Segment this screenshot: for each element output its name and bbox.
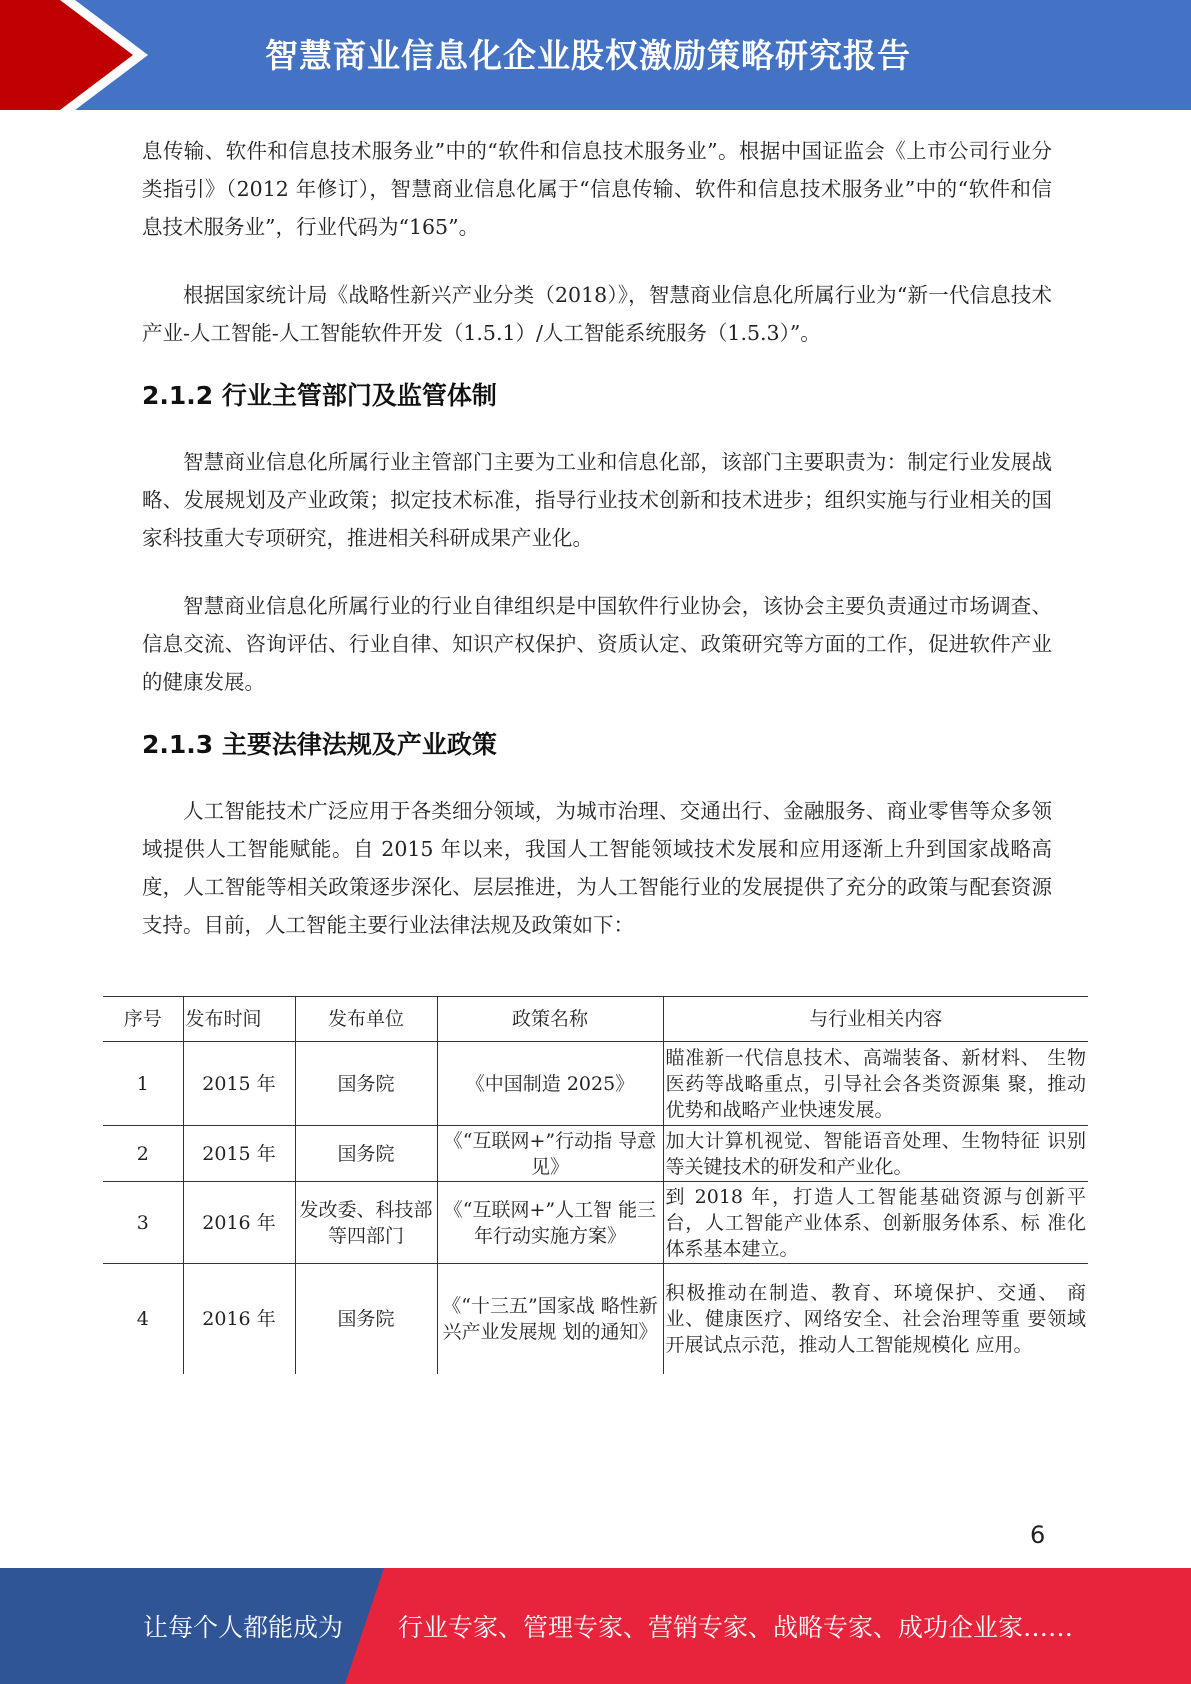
report-title: 智慧商业信息化企业股权激励策略研究报告	[265, 36, 911, 75]
cell-no: 3	[103, 1182, 183, 1264]
column-header-no: 序号	[103, 997, 183, 1042]
cell-content: 瞄准新一代信息技术、高端装备、新材料、 生物医药等战略重点，引导社会各类资源集 聚，推动优势和战略产业快速发展。	[663, 1042, 1088, 1126]
cell-content: 到 2018 年，打造人工智能基础资源与创新平 台，人工智能产业体系、创新服务体系、标 准化体系基本建立。	[663, 1182, 1088, 1264]
cell-content: 加大计算机视觉、智能语音处理、生物特征 识别等关键技术的研发和产业化。	[663, 1126, 1088, 1182]
footer-slogan-right: 行业专家、管理专家、营销专家、战略专家、成功企业家……	[398, 1613, 1074, 1642]
page-footer	[0, 1568, 1191, 1684]
cell-date: 2016 年	[183, 1264, 295, 1374]
table-row	[103, 1126, 1088, 1182]
cell-issuer: 国务院	[295, 1126, 437, 1182]
paragraph-strategic-industry: 根据国家统计局《战略性新兴产业分类（2018）》，智慧商业信息化所属行业为“新一代信息技术产业-人工智能-人工智能软件开发（1.5.1）/人工智能系统服务（1.5.3）”。	[142, 283, 1052, 345]
section-heading-regulation: 2.1.2 行业主管部门及监管体制	[142, 381, 497, 410]
paragraph-regulator: 智慧商业信息化所属行业主管部门主要为工业和信息化部，该部门主要职责为：制定行业发展战略、发展规划及产业政策；拟定技术标准，指导行业技术创新和技术进步；组织实施与行业相关的国家科技重大专项研究，推进相关科研成果产业化。	[142, 450, 1052, 550]
page-header	[0, 0, 1191, 110]
cell-issuer: 发改委、科技部等四部门	[295, 1182, 437, 1264]
table-header-row	[103, 997, 1088, 1042]
table-row	[103, 1182, 1088, 1264]
cell-issuer: 国务院	[295, 1042, 437, 1126]
cell-policy: 《中国制造 2025》	[437, 1042, 663, 1126]
cell-content: 积极推动在制造、教育、环境保护、交通、 商业、健康医疗、网络安全、社会治理等重 要领域开展试点示范，推动人工智能规模化 应用。	[665, 1281, 1086, 1356]
cell-date: 2015 年	[183, 1126, 295, 1182]
cell-no: 1	[103, 1042, 183, 1126]
policy-table	[103, 996, 1088, 1374]
cell-policy: 《“互联网+”人工智 能三年行动实施方案》	[437, 1182, 663, 1264]
column-header-content: 与行业相关内容	[663, 997, 1088, 1042]
document-body	[142, 132, 1052, 944]
paragraph-industry-classification: 息传输、软件和信息技术服务业”中的“软件和信息技术服务业”。根据中国证监会《上市公司行业分类指引》（2012 年修订），智慧商业信息化属于“信息传输、软件和信息技术服务业”中的“软件和信息技术服务业”，行业代码为“165”。	[142, 139, 1052, 239]
cell-issuer: 国务院	[295, 1264, 437, 1374]
page-number: 6	[1030, 1521, 1046, 1549]
cell-no: 4	[103, 1264, 183, 1374]
cell-policy: 《“十三五”国家战 略性新兴产业发展规 划的通知》	[437, 1264, 663, 1374]
paragraph-self-regulation: 智慧商业信息化所属行业的行业自律组织是中国软件行业协会，该协会主要负责通过市场调查、信息交流、咨询评估、行业自律、知识产权保护、资质认定、政策研究等方面的工作，促进软件产业的健康发展。	[142, 594, 1052, 694]
table-row	[103, 1264, 1088, 1374]
cell-no: 2	[103, 1126, 183, 1182]
section-heading-policies: 2.1.3 主要法律法规及产业政策	[142, 730, 497, 759]
cell-policy: 《“互联网+”行动指 导意见》	[437, 1126, 663, 1182]
footer-slogan-left: 让每个人都能成为	[143, 1613, 344, 1642]
cell-date: 2016 年	[183, 1182, 295, 1264]
table-row	[103, 1042, 1088, 1126]
column-header-issuer: 发布单位	[295, 997, 437, 1042]
column-header-policy: 政策名称	[437, 997, 663, 1042]
paragraph-ai-policies: 人工智能技术广泛应用于各类细分领域，为城市治理、交通出行、金融服务、商业零售等众多领域提供人工智能赋能。自 2015 年以来，我国人工智能领域技术发展和应用逐渐上升到国家战略高度，人工智能等相关政策逐步深化、层层推进，为人工智能行业的发展提供了充分的政策与配套资源支持。目前，人工智能主要行业法律法规及政策如下：	[142, 799, 1052, 937]
column-header-date: 发布时间	[183, 997, 295, 1042]
cell-date: 2015 年	[183, 1042, 295, 1126]
